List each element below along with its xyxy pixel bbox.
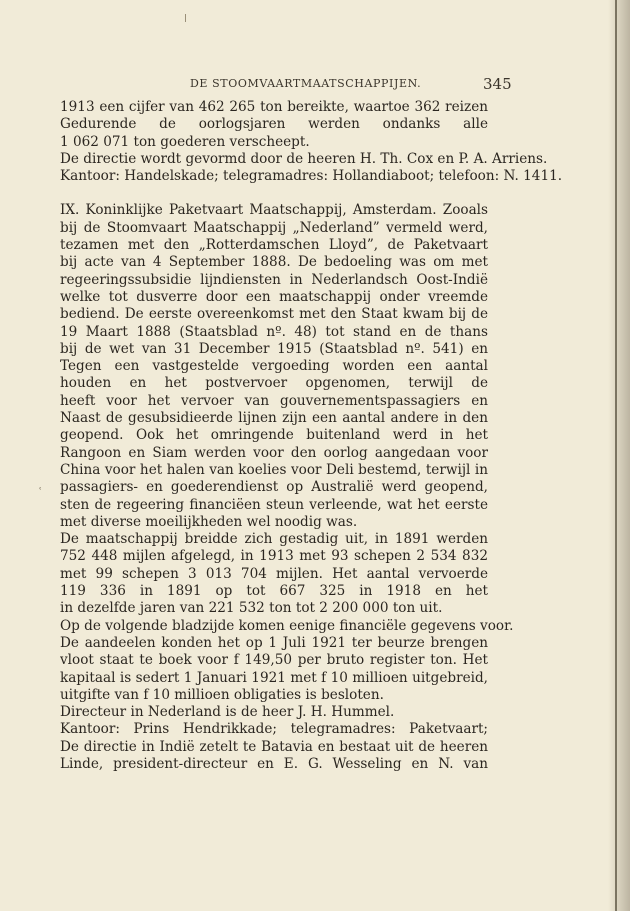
text-line: 1 062 071 ton goederen verscheept.	[60, 133, 310, 150]
text-line: De directie in Indië zetelt te Batavia en bestaat uit de heeren	[60, 738, 488, 755]
text-line: Naast de gesubsidieerde lijnen zijn een aantal andere in den	[60, 410, 488, 427]
text-line: met 99 schepen 3 013 704 mijlen. Het aantal vervoerde	[60, 565, 488, 582]
text-line: bij de wet van 31 December 1915 (Staatsblad nº. 541) en	[60, 340, 488, 357]
text-line: regeeringssubsidie lijndiensten in Nederlandsch Oost-Indië	[60, 271, 488, 288]
text-line: Kantoor: Prins Hendrikkade; telegramadres: Paketvaart;	[60, 721, 488, 738]
text-line: China voor het halen van koelies voor Deli bestemd, terwijl in	[60, 461, 488, 478]
text-line: bij acte van 4 September 1888. De bedoeling was om met	[60, 254, 488, 271]
text-line: passagiers- en goederendienst op Australië werd geopend,	[60, 479, 488, 496]
text-line: 19 Maart 1888 (Staatsblad nº. 48) tot stand en de thans	[60, 323, 488, 340]
text-line: IX. Koninklijke Paketvaart Maatschappij, Amsterdam. Zooals	[60, 202, 488, 219]
text-line: Rangoon en Siam werden voor den oorlog aangedaan voor	[60, 444, 488, 461]
body-text	[60, 99, 563, 773]
text-line: Gedurende de oorlogsjaren werden ondanks alle	[60, 116, 488, 133]
page-number: 345	[483, 75, 512, 93]
text-line: sten de regeering financiëen steun verleende, wat het eerste	[60, 496, 488, 513]
text-line: Tegen een vastgestelde vergoeding worden een aantal	[60, 358, 488, 375]
running-head: DE STOOMVAARTMAATSCHAPPIJEN.	[190, 77, 422, 90]
margin-mark: ʿ	[39, 487, 42, 497]
text-line: 1913 een cijfer van 462 265 ton bereikte, waartoe 362 reizen	[60, 99, 488, 115]
text-line: houden en het postvervoer opgenomen, terwijl de	[60, 375, 488, 392]
text-line: Linde, president-directeur en E. G. Wesseling en N. van	[60, 755, 488, 772]
text-line: De directie wordt gevormd door de heeren H. Th. Cox en P. A. Arriens.	[60, 150, 548, 167]
text-line: vloot staat te boek voor f 149,50 per bruto register ton. Het	[60, 652, 488, 669]
text-line: bij de Stoomvaart Maatschappij „Nederland” vermeld werd,	[60, 219, 488, 236]
text-line: heeft voor het vervoer van gouvernementspassagiers en	[60, 392, 488, 409]
text-line: kapitaal is sedert 1 Januari 1921 met f 10 millioen uitgebreid,	[60, 669, 488, 686]
text-line: De aandeelen konden het op 1 Juli 1921 ter beurze brengen	[60, 634, 488, 651]
page-header	[0, 77, 630, 95]
paragraph-hollandia	[60, 99, 563, 185]
text-line: tezamen met den „Rotterdamschen Lloyd”, de Paketvaart	[60, 237, 488, 254]
text-line: in dezelfde jaren van 221 532 ton tot 2 200 000 ton uit.	[60, 600, 443, 617]
text-line: geopend. Ook het omringende buitenland werd in het	[60, 427, 488, 444]
paragraph-gap	[60, 185, 488, 202]
text-line: 752 448 mijlen afgelegd, in 1913 met 93 schepen 2 534 832	[60, 548, 488, 565]
text-line: welke tot dusverre door een maatschappij onder vreemde	[60, 288, 488, 305]
text-line: uitgifte van f 10 millioen obligaties is besloten.	[60, 686, 384, 703]
text-line: Directeur in Nederland is de heer J. H. Hummel.	[60, 704, 395, 721]
text-line: met diverse moeilijkheden wel noodig was.	[60, 513, 358, 530]
text-line: Kantoor: Handelskade; telegramadres: Hollandiaboot; telefoon: N. 1411.	[60, 168, 563, 185]
text-line: bediend. De eerste overeenkomst met den Staat kwam bij de	[60, 306, 488, 323]
page-edge-line	[615, 0, 617, 911]
ink-speck	[185, 14, 186, 22]
text-line: De maatschappij breidde zich gestadig uit, in 1891 werden	[60, 531, 488, 548]
paragraph-kpm	[60, 202, 514, 773]
text-line: Op de volgende bladzijde komen eenige financiële gegevens voor.	[60, 617, 514, 634]
page-edge-shadow	[608, 0, 630, 911]
text-line: 119 336 in 1891 op tot 667 325 in 1918 en het	[60, 583, 488, 600]
